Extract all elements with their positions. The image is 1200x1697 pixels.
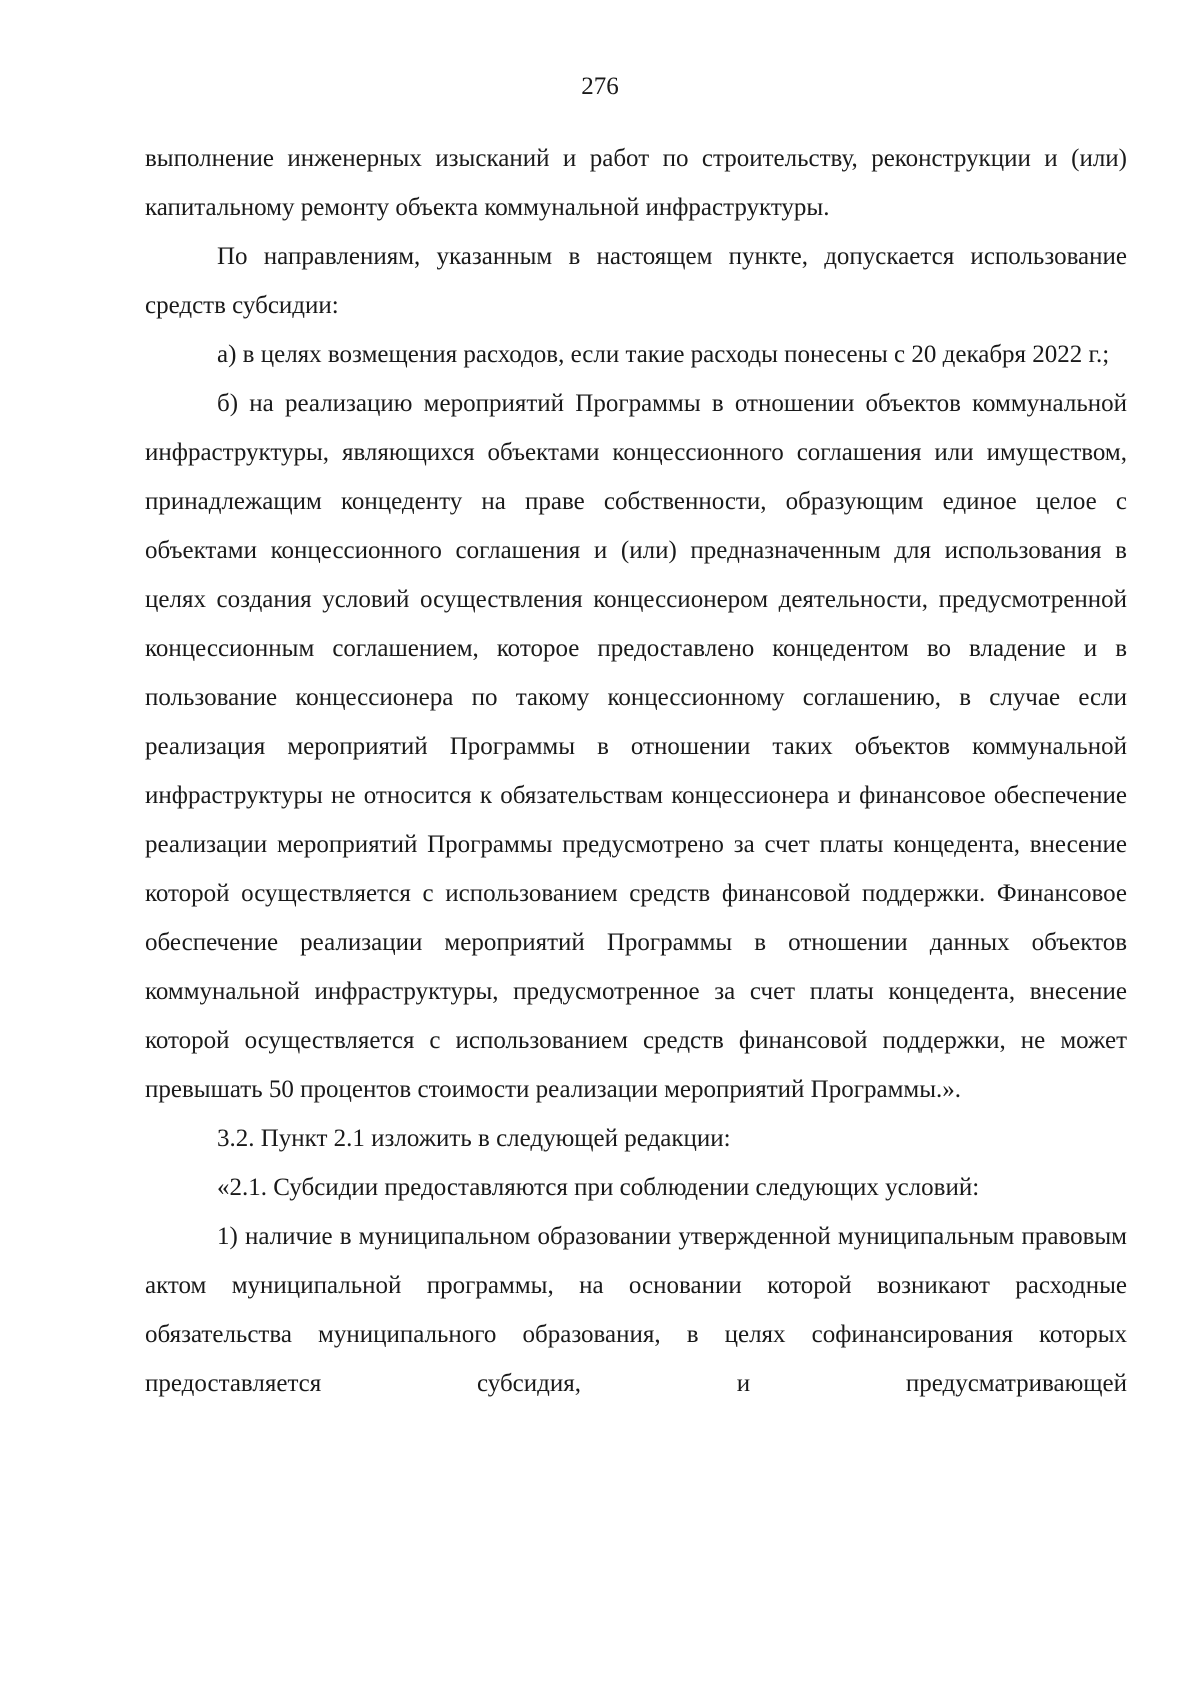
paragraph-6: «2.1. Субсидии предоставляются при соблюдении следующих условий:	[217, 1174, 980, 1201]
paragraph-5: 3.2. Пункт 2.1 изложить в следующей редакции:	[217, 1125, 731, 1152]
paragraph-1: выполнение инженерных изысканий и работ по строительству, реконструкции и (или) капитальному ремонту объекта коммунальной инфраструктуры.	[145, 145, 1127, 221]
document-body	[145, 134, 1127, 1408]
paragraph-4: б) на реализацию мероприятий Программы в отношении объектов коммунальной инфраструктуры, являющихся объектами концессионного соглашения или имуществом, принадлежащим концеденту на праве собственности, образующим единое целое с объектами концессионного соглашения и (или) предназначенным для использования в целях создания условий осуществления концессионером деятельности, предусмотренной концессионным соглашением, которое предоставлено концедентом во владение и в пользование концессионера по такому концессионному соглашению, в случае если реализация мероприятий Программы в отношении таких объектов коммунальной инфраструктуры не относится к обязательствам концессионера и финансовое обеспечение реализации мероприятий Программы предусмотрено за счет платы концедента, внесение которой осуществляется с использованием средств финансовой поддержки. Финансовое обеспечение реализации мероприятий Программы в отношении данных объектов коммунальной инфраструктуры, предусмотренное за счет платы концедента, внесение которой осуществляется с использованием средств финансовой поддержки, не может превышать 50 процентов стоимости реализации мероприятий Программы.».	[145, 390, 1127, 1103]
paragraph-7: 1) наличие в муниципальном образовании утвержденной муниципальным правовым актом муниципальной программы, на основании которой возникают расходные обязательства муниципального образования, в целях софинансирования которых предоставляется субсидия, и предусматривающей	[145, 1223, 1127, 1397]
paragraph-2: По направлениям, указанным в настоящем пункте, допускается использование средств субсидии:	[145, 243, 1127, 319]
paragraph-3: а) в целях возмещения расходов, если такие расходы понесены с 20 декабря 2022 г.;	[217, 341, 1110, 368]
page-number: 276	[581, 73, 619, 100]
